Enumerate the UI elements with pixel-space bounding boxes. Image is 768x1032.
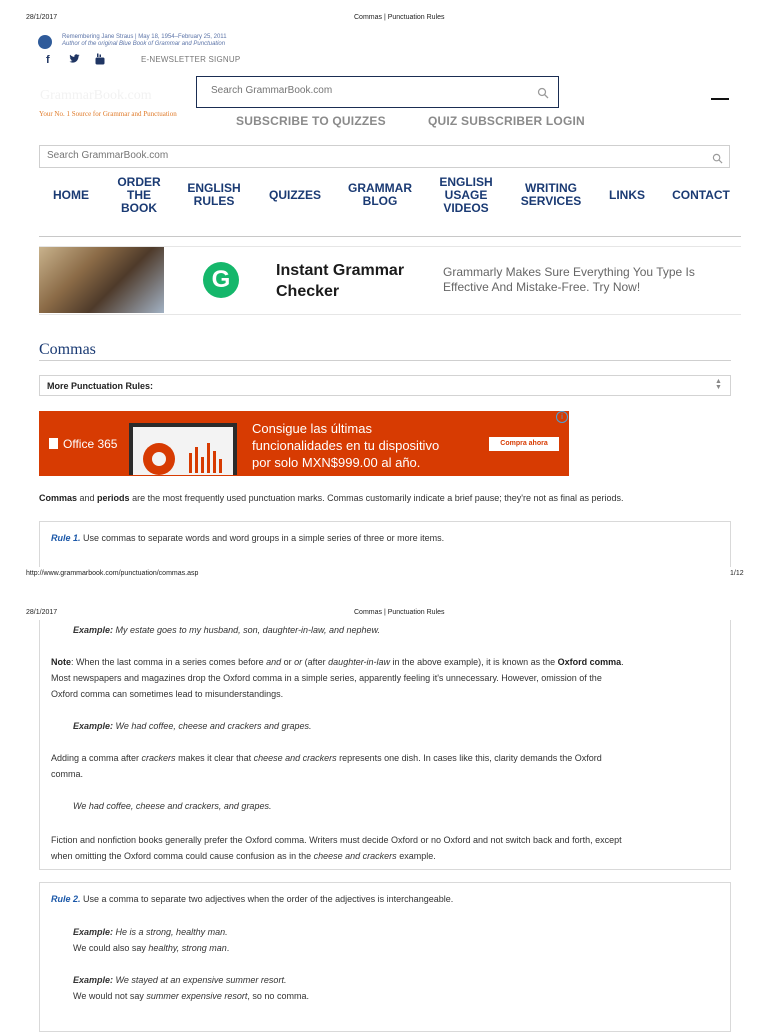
note-line3: Oxford comma can sometimes lead to misunderstandings. [51,689,284,699]
office-brand: Office 365 [63,437,118,451]
nav-order-line1: ORDER [117,175,161,189]
add-cc: cheese and crackers [253,753,337,763]
search-icon[interactable] [537,86,549,104]
rule1-box [39,521,731,567]
buy-now-button[interactable]: Compra ahora [489,437,559,451]
enewsletter-signup-link[interactable]: E-NEWSLETTER SIGNUP [141,55,241,64]
print-date: 28/1/2017 [26,14,58,21]
menu-icon[interactable] [711,98,729,100]
rule2-box [39,882,731,1032]
nav-english-line2: RULES [193,194,235,208]
print-url: http://www.grammarbook.com/punctuation/commas.asp [26,570,199,577]
nav-english-usage-videos[interactable] [432,176,500,215]
print-page-number: 1/12 [730,570,744,577]
print-date-2: 28/1/2017 [26,609,58,616]
nav-writing-line2: SERVICES [520,194,582,208]
nav-home[interactable]: HOME [53,188,89,202]
ex5-note-a: We would not say [73,991,147,1001]
add-crackers: crackers [141,753,176,763]
memorial-logo-icon [38,35,52,49]
punctuation-rules-select[interactable] [39,375,731,396]
nav-divider [39,236,741,237]
ex4-note-c: . [226,943,230,953]
note-or: or [294,657,303,667]
ex4-label: Example: [73,927,114,937]
office-line1: Consigue las últimas [252,421,372,436]
ex5-note-b: summer expensive resort [146,991,248,1001]
ad-photo [39,247,164,313]
rule1-label: Rule 1. [51,533,81,543]
ex2-text: We had coffee, cheese and crackers and grapes. [113,721,312,731]
nav-usage-line1: ENGLISH [439,175,493,189]
logo-tagline: Your No. 1 Source for Grammar and Punctuation [39,110,177,118]
rule1-body: Use commas to separate words and word groups in a simple series of three or more items. [80,533,445,543]
adding-comma-paragraph [51,750,727,782]
office-line2: funcionalidades en tu dispositivo [252,438,440,453]
add-line2: comma. [51,769,84,779]
nav-quizzes[interactable]: QUIZZES [268,188,321,202]
grammarly-logo-icon: G [203,262,239,298]
nav-grammar-line2: BLOG [362,194,398,208]
select-label: More Punctuation Rules: [47,381,154,391]
example-3: We had coffee, cheese and crackers, and grapes. [73,801,272,811]
fiction-cc: cheese and crackers [313,851,397,861]
rule2-text [51,891,721,907]
rule1-box-continued [39,620,731,870]
rule2-body: Use a comma to separate two adjectives when the order of the adjectives is interchangeable. [80,894,454,904]
site-logo[interactable]: GrammarBook.com [40,88,152,103]
note-b: (after [302,657,329,667]
ad-sub-line2: Effective And Mistake-Free. Try Now! [443,280,641,294]
search-icon[interactable] [712,151,723,169]
note-dil: daughter-in-law [328,657,391,667]
ex5-note-c: , so no comma. [247,991,309,1001]
nav-links[interactable]: LINKS [609,188,645,202]
youtube-icon[interactable] [95,53,105,68]
note-oxford: Oxford comma [557,657,622,667]
example-1 [73,622,713,638]
ex5-text: We stayed at an expensive summer resort. [113,975,287,985]
nav-english-rules[interactable] [182,182,246,208]
facebook-icon[interactable]: f [46,54,50,66]
select-arrows-icon: ▲ ▼ [715,378,722,391]
ex1-label: Example: [73,625,114,635]
print-title: Commas | Punctuation Rules [354,14,445,21]
note-or-pre: or [281,657,295,667]
note-c: in the above example), it is known as the [390,657,558,667]
ad-sub-line1: Grammarly Makes Sure Everything You Type Is [443,265,695,279]
add-a: Adding a comma after [51,753,142,763]
intro-periods: periods [97,493,130,503]
top-search-input[interactable] [211,85,511,96]
fiction-b: example. [396,851,436,861]
example-2 [73,718,713,734]
intro-paragraph [39,490,739,506]
grammarly-ad[interactable] [39,246,741,315]
nav-usage-line2: USAGE [444,188,488,202]
intro-and: and [77,493,98,503]
add-b: makes it clear that [175,753,254,763]
intro-rest: are the most frequently used punctuation marks. Commas customarily indicate a brief pause; they're not as final as periods. [129,493,624,503]
nav-grammar-line1: GRAMMAR [348,181,412,195]
nav-english-line1: ENGLISH [187,181,241,195]
top-search-box[interactable] [196,76,559,108]
note-a: : When the last comma in a series comes before [71,657,267,667]
ex4-note-a: We could also say [73,943,149,953]
ex5-label: Example: [73,975,114,985]
nav-grammar-blog[interactable] [342,182,418,208]
nav-writing-line1: WRITING [525,181,577,195]
print-title-2: Commas | Punctuation Rules [354,609,445,616]
example-5 [73,972,713,1004]
add-c: represents one dish. In cases like this, clarity demands the Oxford [336,753,602,763]
intro-commas: Commas [39,493,78,503]
fiction-line1: Fiction and nonfiction books generally prefer the Oxford comma. Writers must decide Oxford or no Oxford and not switch back and forth, except [51,835,622,845]
subscribe-quizzes-link[interactable]: SUBSCRIBE TO QUIZZES [236,114,386,128]
memorial-line2: Author of the original Blue Book of Grammar and Punctuation [62,41,226,47]
ex2-label: Example: [73,721,114,731]
quiz-login-link[interactable]: QUIZ SUBSCRIBER LOGIN [428,114,585,128]
ex4-note-b: healthy, strong man [148,943,227,953]
nav-usage-line3: VIDEOS [443,201,489,215]
device-image [129,423,237,475]
title-underline [39,360,731,361]
nav-order-the-book[interactable] [110,176,168,215]
twitter-icon[interactable] [69,53,80,67]
nav-contact[interactable]: CONTACT [672,188,730,202]
note-line2: Most newspapers and magazines drop the Oxford comma in a simple series, apparently feeling it's unnecessary. However, omission of the [51,673,602,683]
rule2-label: Rule 2. [51,894,81,904]
ex1-text: My estate goes to my husband, son, daughter-in-law, and nephew. [113,625,381,635]
ex4-text: He is a strong, healthy man. [113,927,228,937]
example-4 [73,924,713,956]
fiction-a: when omitting the Oxford comma could cause confusion as in the [51,851,314,861]
ad-title-line1: Instant Grammar [276,262,405,279]
rule1-text [51,530,721,546]
note-and: and [266,657,282,667]
office-logo-icon [49,438,58,449]
ad-info-icon[interactable]: i [556,411,568,423]
office-line3: por solo MXN$999.00 al año. [252,455,421,470]
nav-order-line3: BOOK [121,201,157,215]
main-search-input[interactable] [47,150,647,161]
ad-title-line2: Checker [276,283,340,300]
main-search-box[interactable] [39,145,730,168]
page-title: Commas [39,341,96,358]
note-label: Note [51,657,71,667]
fiction-paragraph [51,832,727,864]
nav-order-line2: THE [127,188,151,202]
nav-writing-services[interactable] [514,182,588,208]
oxford-note [51,654,727,702]
office365-ad[interactable] [39,411,569,476]
memorial-line1: Remembering Jane Straus | May 18, 1954–February 25, 2011 [62,34,227,40]
note-d: . [621,657,624,667]
